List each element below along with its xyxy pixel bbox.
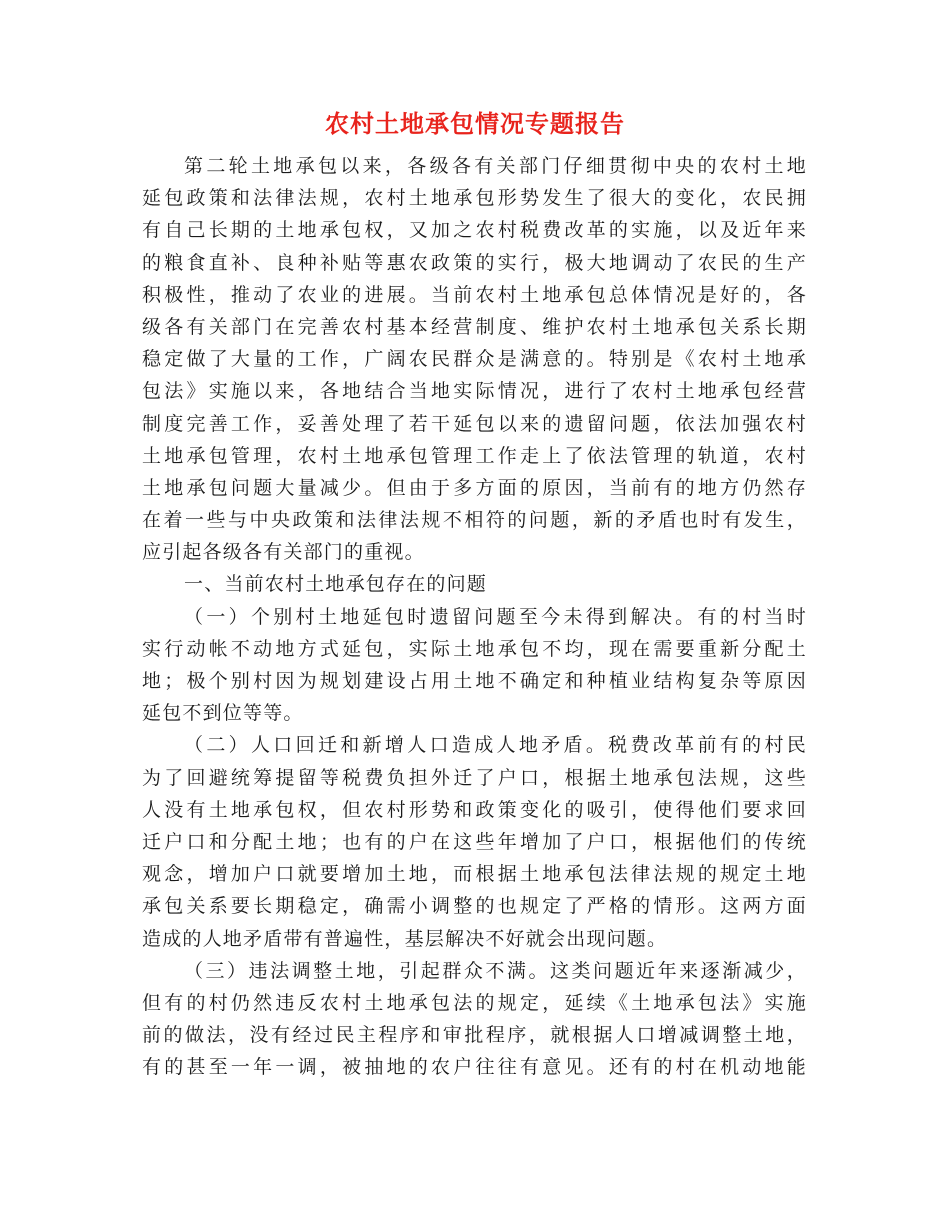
text-line: 的粮食直补、良种补贴等惠农政策的实行，极大地调动了农民的生产 xyxy=(142,251,807,274)
text-line: 稳定做了大量的工作，广阔农民群众是满意的。特别是《农村土地承 xyxy=(142,348,807,371)
text-line: 观念，增加户口就要增加土地，而根据土地承包法律法规的规定土地 xyxy=(142,863,807,886)
text-line: 土地承包管理，农村土地承包管理工作走上了依法管理的轨道，农村 xyxy=(142,444,807,467)
text-line: 一、当前农村土地承包存在的问题 xyxy=(184,573,488,596)
text-line: 土地承包问题大量减少。但由于多方面的原因，当前有的地方仍然存 xyxy=(142,476,807,499)
document-body xyxy=(142,150,807,1083)
text-line: 有自己长期的土地承包权，又加之农村税费改革的实施，以及近年来 xyxy=(142,219,807,242)
text-line: （三）违法调整土地，引起群众不满。这类问题近年来逐渐减少， xyxy=(184,959,807,982)
text-line: 包法》实施以来，各地结合当地实际情况，进行了农村土地承包经营 xyxy=(142,380,807,403)
document-title: 农村土地承包情况专题报告 xyxy=(325,109,625,138)
text-line: 有的甚至一年一调，被抽地的农户往往有意见。还有的村在机动地能 xyxy=(142,1056,807,1079)
text-line: （一）个别村土地延包时遗留问题至今未得到解决。有的村当时 xyxy=(184,605,807,628)
text-line: 级各有关部门在完善农村基本经营制度、维护农村土地承包关系长期 xyxy=(142,315,807,338)
text-line: 造成的人地矛盾带有普遍性，基层解决不好就会出现问题。 xyxy=(142,927,668,950)
text-line: 应引起各级各有关部门的重视。 xyxy=(142,541,425,564)
text-line: 实行动帐不动地方式延包，实际土地承包不均，现在需要重新分配土 xyxy=(142,637,807,660)
text-line: 积极性，推动了农业的进展。当前农村土地承包总体情况是好的，各 xyxy=(142,283,807,306)
text-line: 承包关系要长期稳定，确需小调整的也规定了严格的情形。这两方面 xyxy=(142,895,807,918)
text-line: 制度完善工作，妥善处理了若干延包以来的遗留问题，依法加强农村 xyxy=(142,412,807,435)
text-line: 迁户口和分配土地；也有的户在这些年增加了户口，根据他们的传统 xyxy=(142,830,807,853)
text-line: 人没有土地承包权，但农村形势和政策变化的吸引，使得他们要求回 xyxy=(142,798,807,821)
text-line: 延包政策和法律法规，农村土地承包形势发生了很大的变化，农民拥 xyxy=(142,187,807,210)
text-line: （二）人口回迁和新增人口造成人地矛盾。税费改革前有的村民 xyxy=(184,734,807,757)
text-line: 为了回避统筹提留等税费负担外迁了户口，根据土地承包法规，这些 xyxy=(142,766,807,789)
text-line: 前的做法，没有经过民主程序和审批程序，就根据人口增减调整土地， xyxy=(142,1024,807,1047)
text-line: 在着一些与中央政策和法律法规不相符的问题，新的矛盾也时有发生， xyxy=(142,509,807,532)
text-line: 但有的村仍然违反农村土地承包法的规定，延续《土地承包法》实施 xyxy=(142,991,807,1014)
text-line: 延包不到位等等。 xyxy=(142,702,304,725)
text-line: 地；极个别村因为规划建设占用土地不确定和种植业结构复杂等原因 xyxy=(142,670,807,692)
text-line: 第二轮土地承包以来，各级各有关部门仔细贯彻中央的农村土地 xyxy=(184,155,807,177)
